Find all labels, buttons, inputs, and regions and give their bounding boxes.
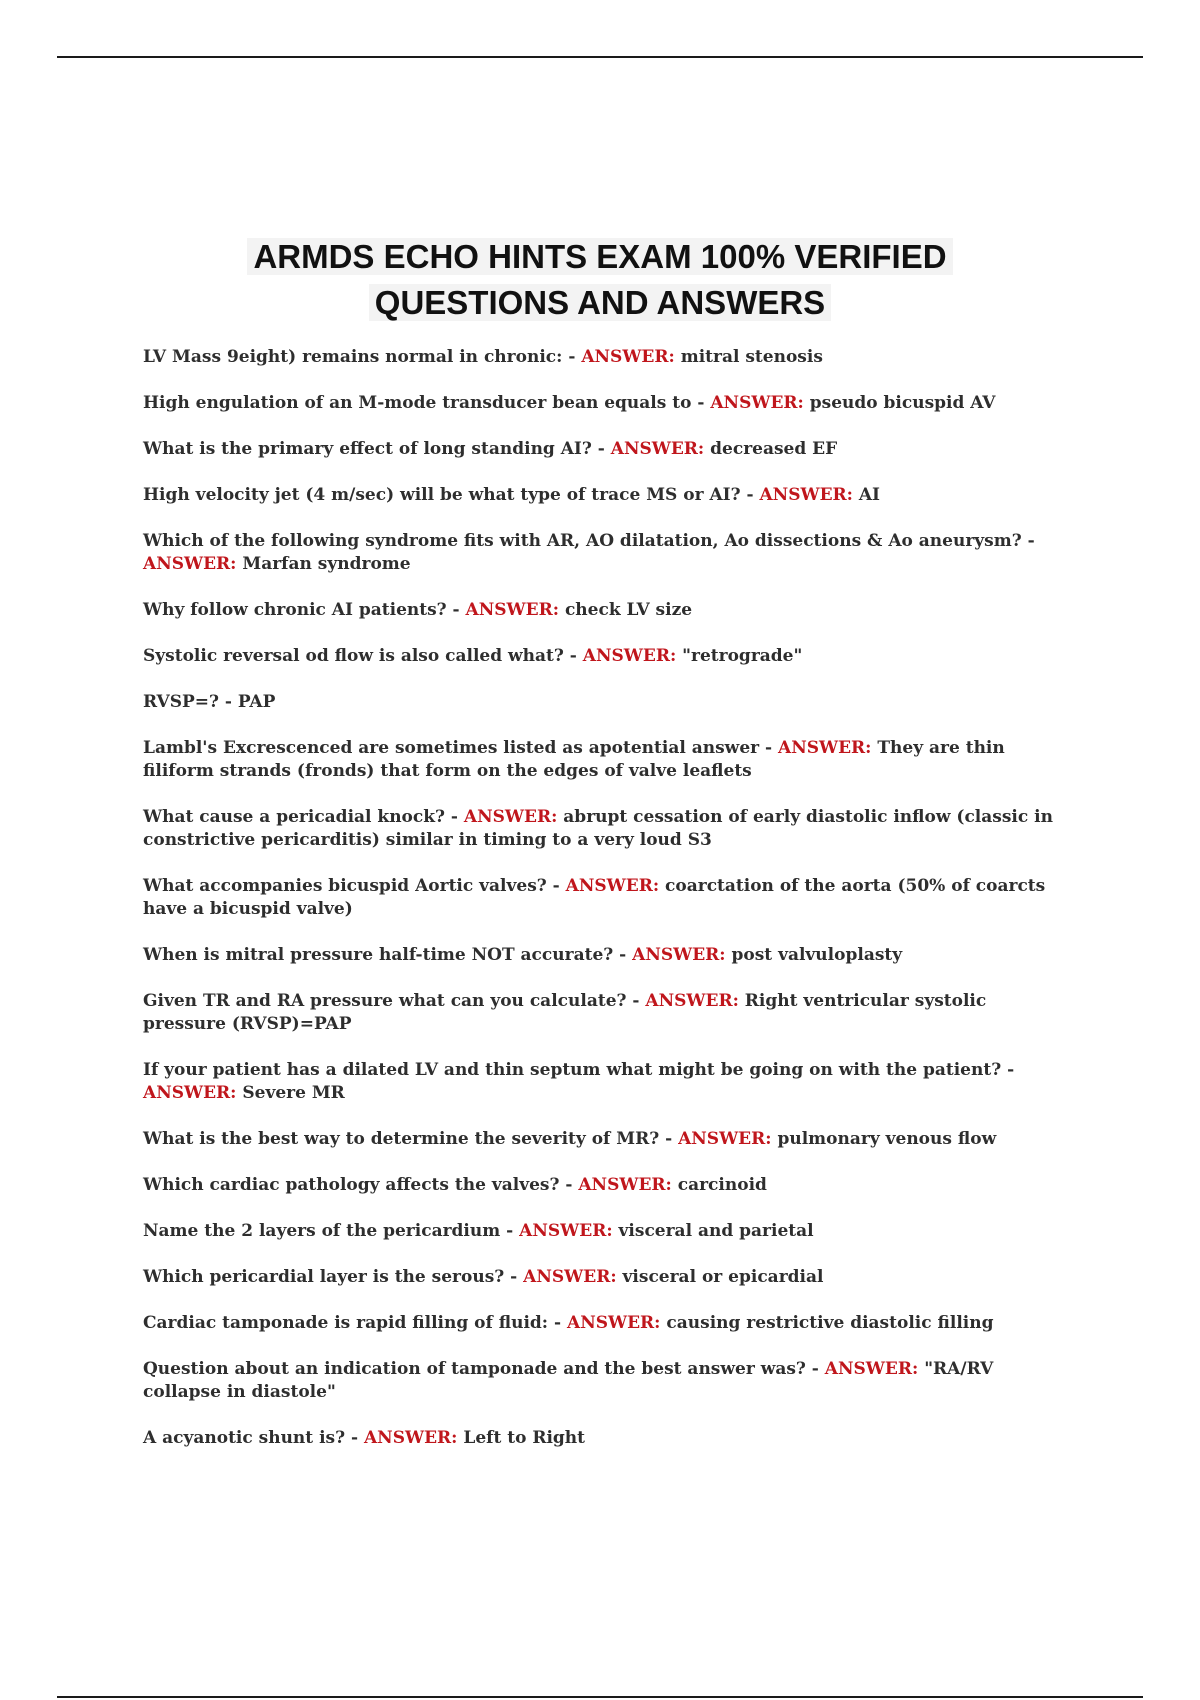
question-text: High engulation of an M-mode transducer bean equals to [143,393,692,413]
qa-separator: - [591,439,611,459]
qa-separator: - [659,1129,679,1149]
qa-item [143,806,1068,852]
question-text: Systolic reversal od flow is also called what? [143,646,564,666]
qa-separator: - [445,807,464,827]
answer-text: pulmonary venous flow [777,1129,997,1149]
answer-text: They are thin filiform strands (fronds) that form on the edges of valve leaflets [143,738,1005,781]
question-text: What is the best way to determine the severity of MR? [143,1129,660,1149]
qa-separator: - [548,1313,567,1333]
answer-label: ANSWER: [465,600,560,620]
qa-item [143,530,1068,576]
answer-text: Right ventricular systolic pressure (RVSP)=PAP [143,991,987,1034]
answer-text: check LV size [564,600,693,620]
answer-text: post valvuloplasty [731,945,903,965]
qa-separator: - [740,485,760,505]
question-text: When is mitral pressure half-time NOT accurate? [143,945,614,965]
qa-separator: - [562,347,582,367]
answer-label: ANSWER: [567,1313,661,1333]
answer-text: Left to Right [463,1428,586,1448]
qa-item [143,645,1068,668]
qa-item [143,1128,1068,1151]
qa-item [143,944,1068,967]
answer-label: ANSWER: [678,1129,772,1149]
answer-text: coarctation of the aorta (50% of coarcts have a bicuspid valve) [143,876,1046,919]
footer-rule [57,1696,1143,1698]
answer-label: ANSWER: [710,393,804,413]
question-text: Name the 2 layers of the pericardium [143,1221,501,1241]
qa-item [143,484,1068,507]
answer-text: "retrograde" [682,646,803,666]
qa-separator: - [691,393,711,413]
qa-item [143,1174,1068,1197]
qa-item [143,599,1068,622]
qa-separator: - [218,692,238,712]
answer-label: ANSWER: [610,439,705,459]
question-text: Which cardiac pathology affects the valves? [143,1175,560,1195]
qa-item [143,691,1068,714]
answer-label: ANSWER: [778,738,872,758]
question-text: If your patient has a dilated LV and thin septum what might be going on with the patient? [143,1060,1002,1080]
answer-text: Marfan syndrome [242,554,411,574]
answer-text: decreased EF [710,439,838,459]
question-text: Given TR and RA pressure what can you calculate? [143,991,627,1011]
answer-text: pseudo bicuspid AV [809,393,996,413]
question-text: What accompanies bicuspid Aortic valves? [143,876,547,896]
title-line-1: ARMDS ECHO HINTS EXAM 100% VERIFIED [247,238,952,275]
answer-label: ANSWER: [565,876,660,896]
answer-text: mitral stenosis [680,347,823,367]
title-line-2: QUESTIONS AND ANSWERS [369,284,831,321]
question-text: LV Mass 9eight) remains normal in chronic: [143,347,563,367]
qa-list [143,346,1068,1473]
answer-text: visceral and parietal [618,1221,814,1241]
qa-separator: - [504,1267,524,1287]
qa-separator: - [563,646,583,666]
answer-text: AI [858,485,881,505]
question-text: RVSP=? [143,692,219,712]
answer-label: ANSWER: [143,554,237,574]
answer-label: ANSWER: [519,1221,613,1241]
qa-item [143,438,1068,461]
qa-separator: - [805,1359,825,1379]
qa-separator: - [546,876,566,896]
answer-label: ANSWER: [463,807,558,827]
question-text: What cause a pericadial knock? [143,807,445,827]
qa-item [143,392,1068,415]
question-text: What is the primary effect of long standing AI? [143,439,592,459]
page-title [0,234,1200,326]
qa-separator: - [446,600,466,620]
answer-label: ANSWER: [582,646,677,666]
answer-text: visceral or epicardial [622,1267,824,1287]
qa-item [143,737,1068,783]
question-text: Which of the following syndrome fits with AR, AO dilatation, Ao dissections & Ao aneurysm? [143,531,1022,551]
question-text: Lambl's Excrescenced are sometimes listed as apotential answer [143,738,760,758]
qa-separator: - [559,1175,579,1195]
qa-item [143,1220,1068,1243]
answer-label: ANSWER: [824,1359,919,1379]
question-text: Question about an indication of tamponade and the best answer was? [143,1359,806,1379]
qa-item [143,1059,1068,1105]
answer-text: Severe MR [242,1083,345,1103]
qa-item [143,875,1068,921]
qa-separator: - [626,991,646,1011]
qa-item [143,346,1068,369]
answer-text: PAP [237,692,276,712]
qa-item [143,1358,1068,1404]
answer-label: ANSWER: [632,945,726,965]
qa-separator: - [1021,531,1035,551]
question-text: Why follow chronic AI patients? [143,600,447,620]
answer-text: causing restrictive diastolic filling [666,1313,994,1333]
answer-label: ANSWER: [581,347,675,367]
qa-item [143,1266,1068,1289]
answer-label: ANSWER: [363,1428,458,1448]
qa-item [143,1312,1068,1335]
answer-label: ANSWER: [143,1083,237,1103]
qa-separator: - [500,1221,520,1241]
question-text: Cardiac tamponade is rapid filling of fluid: [143,1313,549,1333]
question-text: A acyanotic shunt is? [143,1428,346,1448]
qa-separator: - [613,945,633,965]
qa-separator: - [1001,1060,1015,1080]
qa-item [143,990,1068,1036]
header-rule [57,56,1143,58]
answer-text: abrupt cessation of early diastolic inflow (classic in constrictive pericarditis) similar in timing to a very loud S3 [143,807,1053,850]
answer-text: "RA/RV collapse in diastole" [143,1359,994,1402]
qa-separator: - [759,738,778,758]
question-text: Which pericardial layer is the serous? [143,1267,505,1287]
answer-label: ANSWER: [523,1267,617,1287]
answer-label: ANSWER: [645,991,739,1011]
question-text: High velocity jet (4 m/sec) will be what type of trace MS or AI? [143,485,741,505]
answer-label: ANSWER: [578,1175,672,1195]
qa-item [143,1427,1068,1450]
answer-label: ANSWER: [759,485,853,505]
qa-separator: - [345,1428,364,1448]
answer-text: carcinoid [677,1175,767,1195]
